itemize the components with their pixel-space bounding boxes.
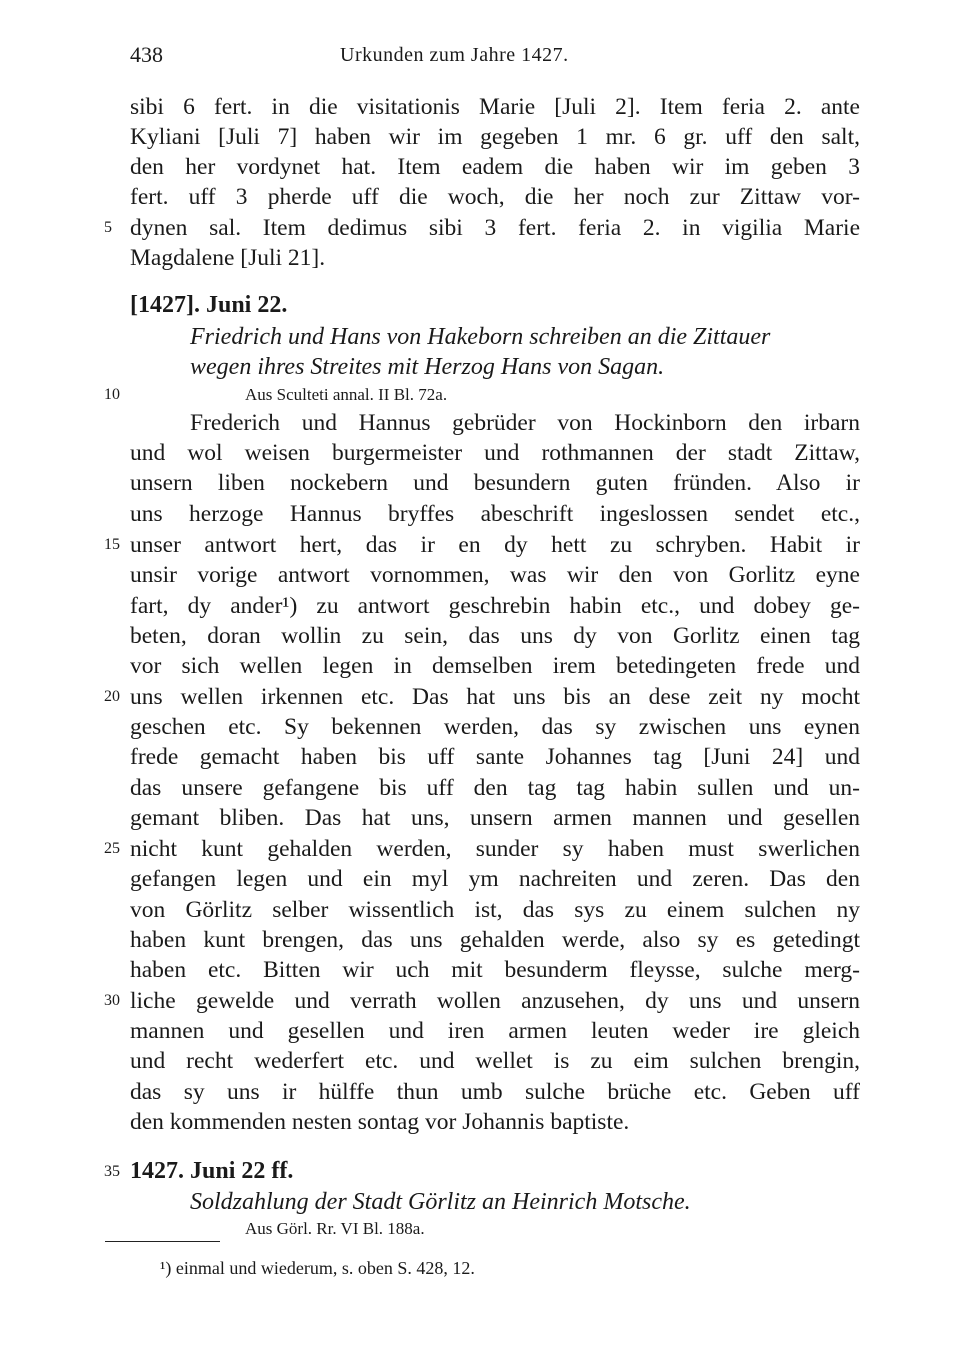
text-line: Kyliani [Juli 7] haben wir im gegeben 1 mr. 6 gr. uff den salt,	[130, 124, 860, 150]
page-number: 438	[130, 42, 163, 67]
line-number: 25	[104, 840, 120, 857]
line-number: 10	[104, 386, 120, 403]
text-line: Frederich und Hannus gebrüder von Hockinborn den irbarn	[190, 410, 860, 436]
text-line: Magdalene [Juli 21].	[130, 245, 326, 271]
entry-date: 1427. Juni 22 ff.	[130, 1158, 294, 1184]
line-number: 5	[104, 219, 112, 236]
text-line: nicht kunt gehalden werden, sunder sy haben must swerlichen	[130, 836, 860, 862]
entry-source: Aus Sculteti annal. II Bl. 72a.	[245, 385, 448, 404]
text-line: und recht wederfert etc. und wellet is zu eim sulchen brengin,	[130, 1048, 860, 1074]
entry-summary: Soldzahlung der Stadt Görlitz an Heinrich Motsche.	[190, 1189, 691, 1215]
text-line: haben kunt brengen, das uns gehalden werde, also sy es getedingt	[130, 927, 860, 953]
text-line: mannen und gesellen und iren armen leuten weder ire gleich	[130, 1018, 860, 1044]
entry-source: Aus Görl. Rr. VI Bl. 188a.	[245, 1219, 425, 1238]
text-line: liche gewelde und verrath wollen anzusehen, dy uns und unsern	[130, 988, 860, 1014]
entry-summary: wegen ihres Streites mit Herzog Hans von Sagan.	[190, 354, 665, 380]
text-line: den kommenden nesten sontag vor Johannis baptiste.	[130, 1109, 630, 1135]
line-number: 35	[104, 1163, 120, 1180]
footnote-rule	[105, 1241, 220, 1242]
line-number: 20	[104, 688, 120, 705]
text-line: dynen sal. Item dedimus sibi 3 fert. feria 2. in vigilia Marie	[130, 215, 860, 241]
running-head: Urkunden zum Jahre 1427.	[340, 44, 569, 66]
text-line: uns herzoge Hannus bryffes abeschrift ingeslossen sendet etc.,	[130, 501, 860, 527]
text-line: gefangen legen und ein myl ym nachreiten und zeren. Das den	[130, 866, 860, 892]
text-line: von Görlitz selber wissentlich ist, das sys zu einem sulchen ny	[130, 897, 860, 923]
text-line: fart, dy ander¹) zu antwort geschrebin habin etc., und dobey ge-	[130, 593, 860, 619]
text-line: und wol weisen burgermeister und rothmannen der stadt Zittaw,	[130, 440, 860, 466]
text-line: das sy uns ir hülffe thun umb sulche brüche etc. Geben uff	[130, 1079, 860, 1105]
text-line: haben etc. Bitten wir uch mit besunderm fleysse, sulche merg-	[130, 957, 860, 983]
text-line: frede gemacht haben bis uff sante Johannes tag [Juni 24] und	[130, 744, 860, 770]
text-line: unser antwort hert, das ir en dy hett zu schryben. Habit ir	[130, 532, 860, 558]
text-line: uns wellen irkennen etc. Das hat uns bis an dese zeit ny mocht	[130, 684, 860, 710]
text-line: beten, doran wollin zu sein, das uns dy von Gorlitz einen tag	[130, 623, 860, 649]
text-line: unsern liben nockebern und besundern guten fründen. Also ir	[130, 470, 860, 496]
text-line: vor sich wellen legen in demselben irem betedingeten frede und	[130, 653, 860, 679]
footnote: ¹) einmal und wiederum, s. oben S. 428, 12.	[160, 1258, 475, 1278]
line-number: 30	[104, 992, 120, 1009]
text-line: das unsere gefangene bis uff den tag tag habin sullen und un-	[130, 775, 860, 801]
entry-summary: Friedrich und Hans von Hakeborn schreiben an die Zittauer	[190, 324, 771, 350]
text-line: unsir vorige antwort vornommen, was wir den von Gorlitz eyne	[130, 562, 860, 588]
text-line: fert. uff 3 pherde uff die woch, die her noch zur Zittaw vor-	[130, 184, 860, 210]
text-line: gemant bliben. Das hat uns, unsern armen mannen und gesellen	[130, 805, 860, 831]
text-line: geschen etc. Sy bekennen werden, das sy zwischen uns eynen	[130, 714, 860, 740]
text-line: sibi 6 fert. in die visitationis Marie [Juli 2]. Item feria 2. ante	[130, 94, 860, 120]
entry-date: [1427]. Juni 22.	[130, 292, 288, 318]
text-line: den her vordynet hat. Item eadem die haben wir im geben 3	[130, 154, 860, 180]
line-number: 15	[104, 536, 120, 553]
